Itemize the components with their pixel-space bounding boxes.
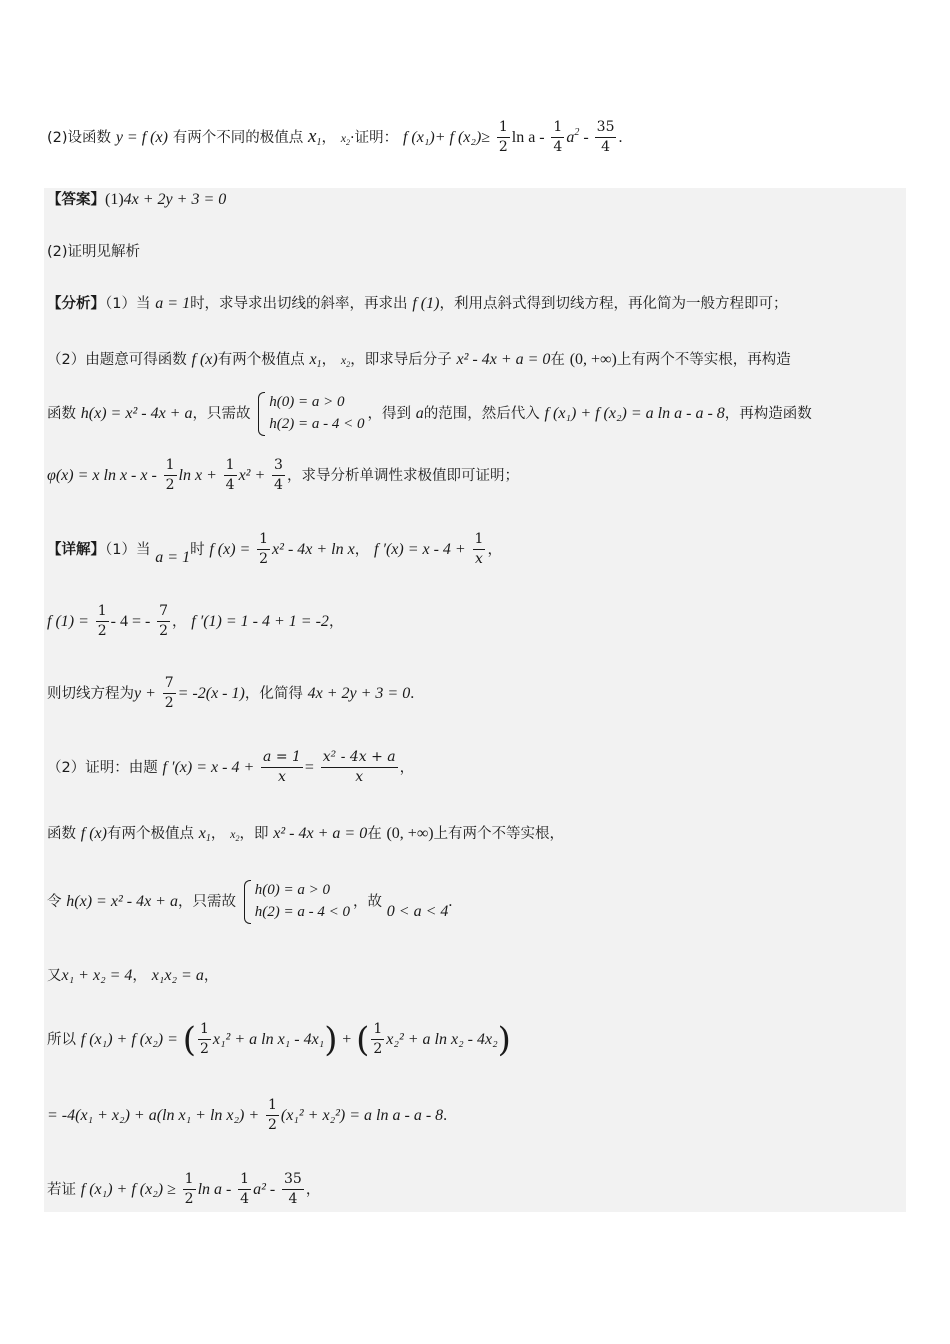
detail-line-8: 所以 f (x₁) + f (x₂) = ( $\frac{1}{2}$ x₁² + a ln x₁ - 4x₁) + ( $\frac{1}{2}$ x₂² + a ln x₂ - 4x₂) (47, 1019, 511, 1060)
analysis-p2c: ，即求导后分子 (350, 352, 452, 368)
problem-minus: - (579, 128, 593, 146)
detail-d8-half-2: $\frac{1}{2}$ (373, 1021, 383, 1058)
problem-quarter-frac: $\frac{1}{4}$ (553, 119, 563, 156)
detail-sys-row1: h(0) = a > 0 (254, 882, 330, 899)
problem-x1: $x_1$ (308, 125, 322, 148)
detail-d6b: ，只需故 (177, 894, 236, 910)
detail-d5-interval: (0, +∞) (386, 825, 434, 842)
analysis-phi-x2: x² + (238, 466, 266, 484)
analysis-p2-fx: f (x) (191, 351, 218, 368)
answer-part2: (2)证明见解析 (47, 244, 141, 260)
detail-d1b: 时 (190, 541, 205, 558)
detail-label: 【详解】 (47, 541, 105, 558)
problem-a2: $a^2$ (566, 126, 580, 146)
analysis-p3d: 的范围，然后代入 (423, 406, 540, 422)
detail-d10-35: $\frac{35}{4}$ (283, 1171, 302, 1208)
detail-d10-half: $\frac{1}{2}$ (184, 1171, 194, 1208)
analysis-p3b: ，只需故 (192, 406, 251, 422)
analysis-phi-three-quarter: $\frac{3}{4}$ (274, 457, 283, 494)
problem-ln-a: ln a - (511, 128, 545, 146)
detail-d5-x1: $x_1$ (198, 825, 211, 844)
detail-d1-fx: f (x) = (209, 540, 251, 558)
detail-d2-fp1: f ′(1) = 1 - 4 + 1 = -2 (191, 612, 329, 630)
detail-d8a: 所以 (47, 1031, 76, 1048)
detail-d8-t1: x₁² + a ln x₁ - 4x₁ (212, 1030, 325, 1048)
detail-d5-eq: x² - 4x + a = 0 (273, 825, 368, 842)
problem-end: . (618, 128, 623, 146)
detail-d3-seven-half: $\frac{7}{2}$ (164, 675, 174, 712)
analysis-p4-end: ，求导分析单调性求极值即可证明； (286, 467, 519, 484)
answer-part2-line (47, 244, 140, 260)
analysis-line-4 (47, 458, 519, 494)
problem-half-frac: $\frac{1}{2}$ (498, 119, 508, 156)
detail-d5d: 在 (367, 826, 382, 842)
detail-d8-lhs: f (x₁) + f (x₂) = (80, 1030, 178, 1048)
detail-line-1: 【详解】（1）当 a = 1时 f (x) = $\frac{1}{2}$ x² - 4x + ln x， f ′(x) = x - 4 + $\frac{1}{x}$ ， (47, 531, 502, 568)
analysis-label: 【分析】 (47, 296, 105, 312)
analysis-p1-cond: a = 1 (155, 295, 191, 312)
analysis-p3-h: h(x) = x² - 4x + a (80, 405, 193, 422)
detail-d5e: 上有两个不等实根， (433, 826, 565, 842)
problem-ineq-left: f (x₁)+ f (x₂)≥ (402, 128, 491, 146)
problem-text: 有两个不同的极值点 (172, 129, 304, 146)
detail-d4-frac: $\frac{\text{x² - 4x + a}}{x}$ (322, 749, 396, 786)
analysis-p1-f1: f (1) (412, 295, 440, 312)
detail-line-5 (47, 826, 564, 844)
detail-d2-half: $\frac{1}{2}$ (97, 603, 107, 640)
detail-d7a: 又 (47, 968, 62, 984)
problem-35-frac: $\frac{35}{4}$ (596, 119, 615, 156)
detail-d9a: = -4(x₁ + x₂) + a(ln x₁ + ln x₂) + (47, 1106, 260, 1124)
detail-d7-sum: x₁ + x₂ = 4 (61, 967, 133, 984)
detail-d2-f1: f (1) = (47, 612, 89, 630)
detail-d8-t2: x₂² + a ln x₂ - 4x₂ (386, 1030, 498, 1048)
analysis-line-3 (47, 392, 812, 436)
detail-d9b: (x₁² + x₂²) = a ln a - a - 8 (280, 1106, 444, 1124)
detail-line-3: 则切线方程为y + $\frac{7}{2}$ = -2(x - 1)，化简得 4x + 2y + 3 = 0. (47, 675, 415, 712)
analysis-p3-sum: f (x₁) + f (x₂) = a ln a - a - 8 (544, 405, 725, 422)
analysis-p1b: 时，求导求出切线的斜率，再求出 (190, 296, 408, 312)
detail-d3b: ，化简得 (244, 685, 303, 702)
detail-d4-fp: f ′(x) = x - 4 + (162, 758, 255, 776)
analysis-p2-sep: ， (321, 352, 337, 368)
detail-d6-range: 0 < a < 4 (386, 903, 449, 920)
detail-line-7: 又x₁ + x₂ = 4， x₁x₂ = a， (47, 967, 219, 984)
detail-d10-a2: a² - (253, 1180, 276, 1198)
analysis-sys-row2: h(2) = a - 4 < 0 (269, 416, 365, 432)
detail-d7-prod: x₁x₂ = a (151, 967, 204, 984)
detail-d5c: ，即 (239, 826, 269, 842)
detail-line-9: = -4(x₁ + x₂) + a(ln x₁ + ln x₂) + $\frac{1}{2}$ (x₁² + x₂²) = a ln a - a - 8. (47, 1097, 448, 1134)
detail-d10-quarter: $\frac{1}{4}$ (240, 1171, 250, 1208)
detail-d10-lna: ln a - (197, 1180, 232, 1198)
detail-sys-row2: h(2) = a - 4 < 0 (254, 904, 350, 920)
answer-line (47, 192, 226, 208)
detail-d1a: （1）当 (105, 541, 151, 558)
answer-part1: (1) (105, 191, 124, 208)
detail-d8-plus: + (342, 1030, 352, 1048)
problem-x2: $x_2$ (340, 130, 351, 147)
detail-d1-fpx: f ′(x) = x - 4 + (374, 540, 466, 558)
detail-d3a: 则切线方程为 (47, 685, 134, 702)
analysis-p2-x1: $x_1$ (309, 351, 322, 370)
analysis-p2a: （2）由题意可得函数 (47, 352, 187, 368)
detail-d1-cond: a = 1 (155, 548, 191, 566)
answer-label: 【答案】 (47, 192, 105, 208)
analysis-phi: φ(x) = x ln x - x - (47, 466, 157, 484)
problem-part2-label: (2)设函数 (47, 129, 112, 146)
detail-d5a: 函数 (47, 826, 76, 842)
problem-line (47, 120, 622, 156)
analysis-line-2 (47, 352, 791, 370)
detail-system (244, 880, 350, 924)
analysis-p2e: 上有两个不等实根，再构造 (616, 352, 791, 368)
detail-d3-y: y + (134, 684, 156, 702)
detail-line-2: f (1) = $\frac{1}{2}$ - 4 = - $\frac{7}{2}$ ， f ′(1) = 1 - 4 + 1 = -2， (47, 603, 344, 640)
detail-d9-half: $\frac{1}{2}$ (267, 1097, 277, 1134)
detail-line-6: 令 h(x) = x² - 4x + a，只需故 h(0) = a > 0 h(2) = a - 4 < 0 ，故 0 < a < 4. (47, 880, 452, 924)
analysis-p3e: ，再构造函数 (724, 406, 812, 422)
detail-d6a: 令 (47, 894, 62, 910)
analysis-p1c: ，利用点斜式得到切线方程，再化简为一般方程即可； (439, 296, 788, 312)
analysis-p3a: 函数 (47, 406, 76, 422)
analysis-p2d: 在 (550, 352, 565, 368)
detail-d6c: ，故 (352, 894, 382, 910)
analysis-p3c: ，得到 (367, 406, 411, 422)
analysis-p2-eq: x² - 4x + a = 0 (456, 351, 551, 368)
problem-prove: ·证明： (350, 129, 399, 146)
detail-d5-fx: f (x) (80, 825, 107, 842)
detail-d1-frac: $\frac{1}{x}$ (474, 531, 484, 568)
analysis-phi-half: $\frac{1}{2}$ (165, 457, 175, 494)
detail-d3-rhs: = -2(x - 1) (177, 684, 245, 702)
answer-eq1: 4x + 2y + 3 = 0 (123, 191, 227, 208)
analysis-phi-quarter: $\frac{1}{4}$ (225, 457, 235, 494)
detail-d3-eq: 4x + 2y + 3 = 0 (307, 684, 411, 702)
detail-d1-rest: x² - 4x + ln x (272, 540, 355, 558)
analysis-p3-var: a (415, 405, 424, 422)
analysis-phi-mid: ln x + (178, 466, 217, 484)
detail-d10a: 若证 (47, 1181, 76, 1198)
detail-d1-comma: ， (354, 541, 370, 558)
detail-d2-mid: - 4 = - (110, 612, 151, 630)
detail-d8-half-1: $\frac{1}{2}$ (199, 1021, 209, 1058)
detail-d5b: 有两个极值点 (106, 826, 194, 842)
detail-d5-x2: $x_2$ (230, 827, 240, 843)
detail-d4-a-over-x: $\frac{a = 1}{x}$ (263, 749, 301, 786)
problem-sep: ， (321, 129, 336, 146)
detail-d6-h: h(x) = x² - 4x + a (66, 893, 178, 910)
detail-d10-ineq: f (x₁) + f (x₂) ≥ (80, 1180, 176, 1198)
analysis-p2-x2: $x_2$ (340, 353, 351, 369)
analysis-p2-interval: (0, +∞) (569, 351, 617, 368)
detail-line-10: 若证 f (x₁) + f (x₂) ≥ $\frac{1}{2}$ ln a - $\frac{1}{4}$ a² - $\frac{35}{4}$ ， (47, 1171, 321, 1208)
detail-d4a: （2）证明：由题 (47, 759, 158, 776)
analysis-system (258, 392, 364, 436)
analysis-p2b: 有两个极值点 (217, 352, 305, 368)
detail-line-4: （2）证明：由题 f ′(x) = x - 4 + $\frac{a = 1}{x}$ = $\frac{\text{x² - 4x + a}}{x}$ ， (47, 749, 415, 786)
analysis-line-1 (47, 296, 787, 312)
detail-d1-half: $\frac{1}{2}$ (259, 531, 269, 568)
analysis-p1a: （1）当 (105, 296, 151, 312)
analysis-sys-row1: h(0) = a > 0 (269, 394, 345, 411)
detail-d5-sep: ， (210, 826, 226, 842)
problem-func: y = f (x) (115, 128, 168, 146)
detail-d2-seven-half: $\frac{7}{2}$ (159, 603, 168, 640)
